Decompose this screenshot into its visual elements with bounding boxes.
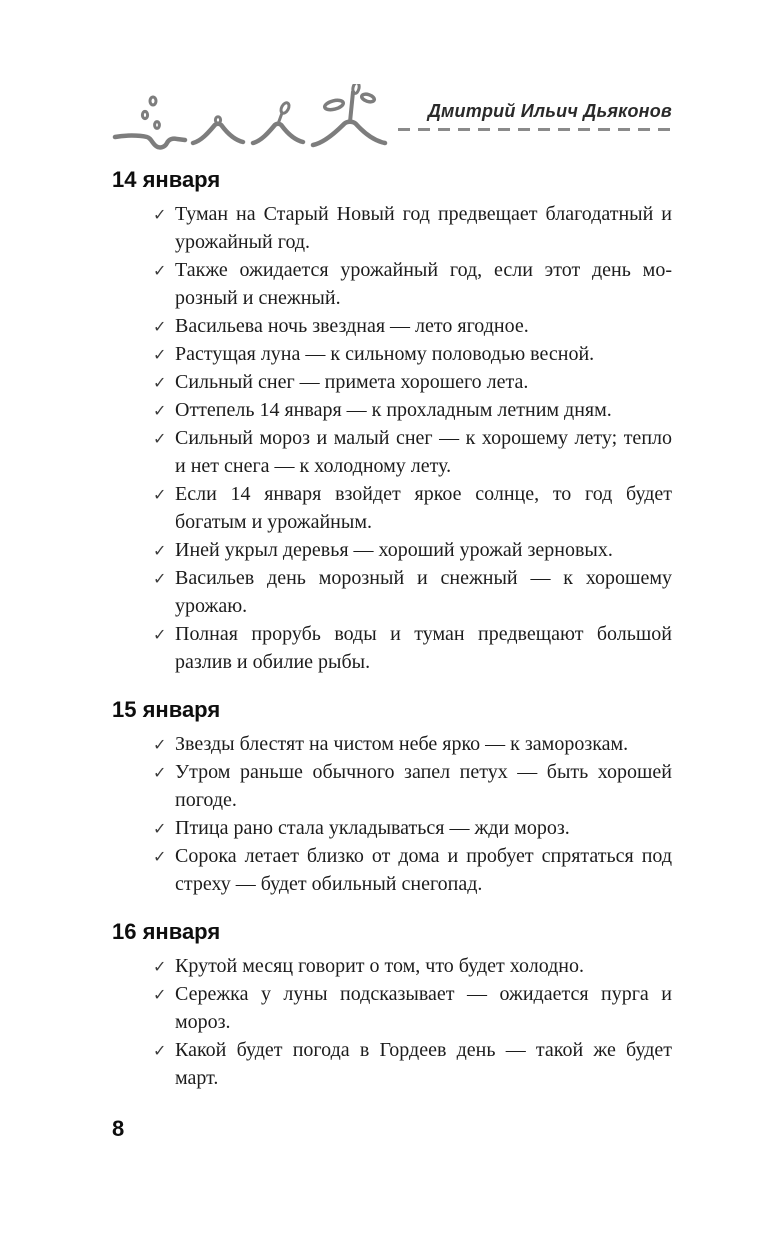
list-item [112, 340, 672, 368]
list-item [112, 480, 672, 536]
check-icon: ✓ [153, 1041, 167, 1060]
check-icon: ✓ [153, 957, 167, 976]
item-text: Если 14 января взойдет яркое солнце, то год будет богатым и урожайным. [175, 483, 672, 533]
check-icon: ✓ [153, 261, 167, 280]
author-name: Дмитрий Ильич Дьяконов [427, 101, 672, 121]
section-title: 16 января [112, 919, 221, 944]
item-text: Полная прорубь воды и туман предвещают большой разлив и обилие рыбы. [175, 623, 672, 673]
page-footer [112, 1116, 672, 1142]
list-item [112, 842, 672, 898]
list-item [112, 200, 672, 256]
item-text: Птица рано стала укладываться — жди мороз. [175, 817, 570, 839]
check-icon: ✓ [153, 985, 167, 1004]
check-icon: ✓ [153, 205, 167, 224]
omens-list [112, 952, 672, 1092]
list-item [112, 814, 672, 842]
list-item [112, 368, 672, 396]
item-text: Звезды блестят на чистом небе ярко — к заморозкам. [175, 733, 629, 755]
item-text: Сильный мороз и малый снег — к хорошему лету; тепло и нет снега — к холодному лету. [175, 427, 672, 477]
item-text: Иней укрыл деревья — хороший урожай зерновых. [175, 539, 613, 561]
omens-list [112, 200, 672, 676]
list-item [112, 952, 672, 980]
item-text: Также ожидается урожайный год, если этот день морозный и снежный. [175, 259, 672, 309]
author-block [398, 84, 672, 131]
list-item [112, 758, 672, 814]
section-title: 14 января [112, 167, 221, 192]
check-icon: ✓ [153, 763, 167, 782]
item-text: Сильный снег — примета хорошего лета. [175, 371, 529, 393]
list-item [112, 312, 672, 340]
list-item [112, 424, 672, 480]
list-item [112, 980, 672, 1036]
list-item [112, 620, 672, 676]
list-item [112, 256, 672, 312]
check-icon: ✓ [153, 429, 167, 448]
check-icon: ✓ [153, 625, 167, 644]
section-january-14 [112, 167, 672, 676]
dashed-divider [398, 128, 672, 131]
page-number: 8 [112, 1116, 125, 1141]
list-item [112, 564, 672, 620]
list-item [112, 1036, 672, 1092]
check-icon: ✓ [153, 735, 167, 754]
section-title: 15 января [112, 697, 221, 722]
list-item [112, 536, 672, 564]
page-header [112, 84, 672, 162]
item-text: Крутой месяц говорит о том, что будет холодно. [175, 955, 585, 977]
item-text: Васильева ночь звездная — лето ягодное. [175, 315, 529, 337]
check-icon: ✓ [153, 345, 167, 364]
item-text: Оттепель 14 января — к прохладным летним дням. [175, 399, 612, 421]
check-icon: ✓ [153, 373, 167, 392]
check-icon: ✓ [153, 541, 167, 560]
check-icon: ✓ [153, 569, 167, 588]
item-text: Сережка у луны подсказывает — ожидается пурга и мороз. [175, 983, 672, 1033]
section-january-15 [112, 697, 672, 898]
check-icon: ✓ [153, 317, 167, 336]
list-item [112, 396, 672, 424]
check-icon: ✓ [153, 485, 167, 504]
list-item [112, 730, 672, 758]
check-icon: ✓ [153, 819, 167, 838]
seed-growth-sketch-icon [112, 84, 390, 162]
item-text: Васильев день морозный и снежный — к хорошему урожаю. [175, 567, 672, 617]
item-text: Сорока летает близко от дома и пробует спрятаться под стреху — будет обильный снегопад. [175, 845, 672, 895]
item-text: Утром раньше обычного запел петух — быть хорошей погоде. [175, 761, 672, 811]
check-icon: ✓ [153, 401, 167, 420]
item-text: Какой будет погода в Гордеев день — такой же будет март. [175, 1039, 672, 1089]
omens-list [112, 730, 672, 898]
check-icon: ✓ [153, 847, 167, 866]
item-text: Растущая луна — к сильному половодью весной. [175, 343, 595, 365]
section-january-16 [112, 919, 672, 1092]
item-text: Туман на Старый Новый год предвещает благодатный и урожайный год. [175, 203, 672, 253]
